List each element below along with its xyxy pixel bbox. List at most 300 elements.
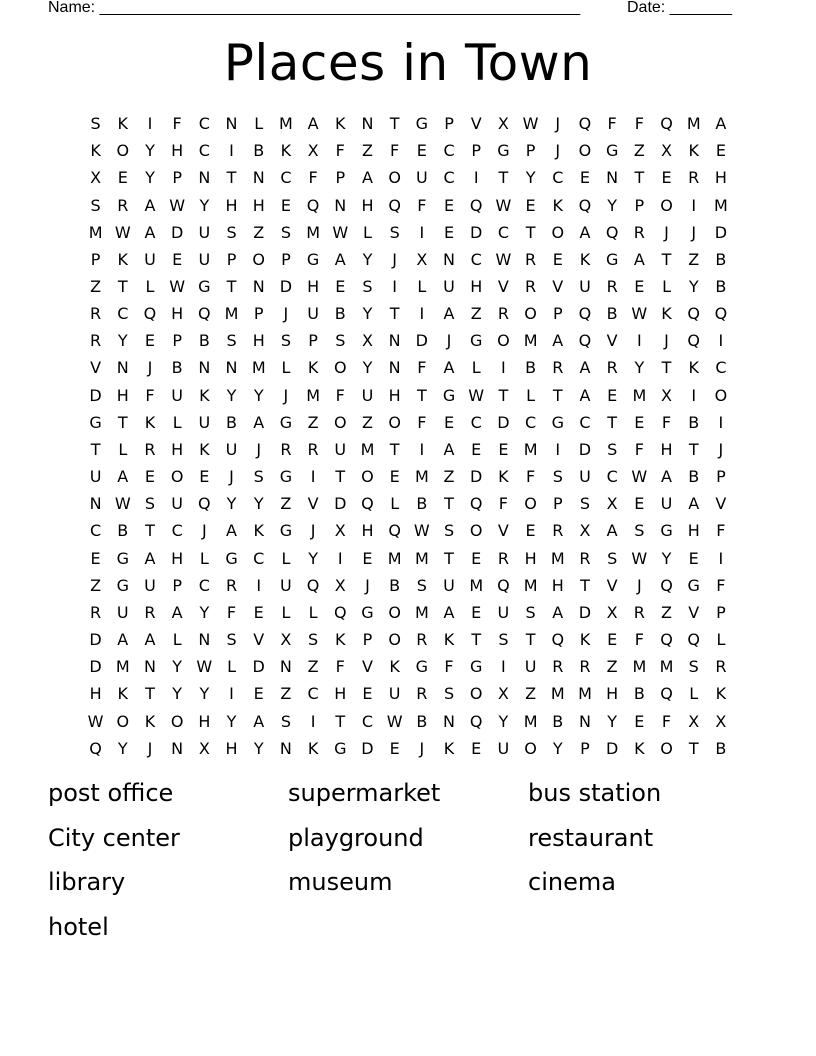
grid-letter: R [90,602,102,622]
grid-letter: J [691,222,697,242]
grid-letter: L [227,657,236,677]
grid-letter: K [253,521,264,541]
grid-letter: L [390,494,400,514]
grid-letter: U [443,277,455,297]
grid-letter: R [525,249,537,269]
grid-letter: R [144,602,156,622]
grid-letter: T [444,548,454,568]
grid-letter: E [688,548,699,568]
grid-letter: I [718,548,724,568]
grid-letter: T [226,168,237,188]
grid-letter: Z [443,467,455,487]
grid-letter: J [555,141,561,161]
grid-letter: R [579,657,591,677]
grid-letter: I [501,358,506,378]
page-title: Places in Town [223,34,593,92]
grid-letter: Y [253,494,264,514]
grid-letter: F [145,385,155,405]
grid-letter: Q [660,684,673,704]
grid-letter: E [199,467,210,487]
grid-row [82,382,735,409]
grid-letter: W [386,711,403,731]
grid-letter: G [279,521,293,541]
grid-letter: M [251,358,266,378]
grid-letter: X [715,711,727,731]
grid-row [82,626,735,653]
grid-letter: M [279,114,293,134]
grid-letter: W [196,657,213,677]
grid-letter: I [691,385,697,405]
grid-row [82,191,735,218]
grid-letter: K [579,249,591,269]
grid-letter: E [389,467,400,487]
grid-letter: M [414,467,429,487]
grid-letter: M [523,439,538,459]
grid-letter: I [310,711,316,731]
grid-letter: C [90,521,102,541]
grid-letter: J [256,439,262,459]
grid-letter: G [279,467,293,487]
grid-letter: M [659,657,674,677]
grid-letter: S [280,331,291,351]
grid-letter: E [498,439,509,459]
name-field-label: Name: ______________________________________________________ [48,0,581,16]
grid-letter: T [607,412,618,432]
grid-letter: V [497,521,509,541]
grid-letter: Q [605,222,619,242]
grid-letter: Z [90,277,102,297]
grid-letter: H [171,304,184,324]
grid-letter: J [664,331,669,351]
grid-letter: J [229,467,234,487]
grid-letter: K [498,467,509,487]
grid-letter: Y [253,385,264,405]
grid-letter: F [308,168,318,188]
grid-letter: A [117,630,129,650]
grid-letter: R [633,602,645,622]
grid-letter: T [117,412,128,432]
grid-letter: O [388,168,401,188]
grid-letter: Q [551,630,565,650]
grid-letter: N [252,277,265,297]
grid-letter: C [470,249,482,269]
grid-letter: H [714,168,727,188]
grid-letter: U [198,249,211,269]
grid-letter: C [552,168,564,188]
grid-letter: W [631,467,648,487]
grid-letter: S [226,222,237,242]
grid-letter: G [660,521,673,541]
grid-letter: U [415,168,428,188]
grid-letter: B [606,304,618,324]
grid-letter: S [579,494,591,514]
word-list-item: hotel [48,912,109,941]
grid-letter: G [306,249,320,269]
grid-letter: L [363,222,372,242]
grid-letter: X [416,249,428,269]
grid-letter: D [470,467,483,487]
grid-letter: N [198,630,211,650]
grid-letter: N [116,358,129,378]
grid-letter: E [471,602,482,622]
grid-letter: E [607,630,618,650]
grid-letter: N [388,358,401,378]
grid-letter: Y [117,738,128,758]
grid-letter: X [334,575,346,595]
grid-letter: D [279,277,293,297]
grid-letter: E [579,168,591,188]
grid-letter: N [225,358,238,378]
grid-letter: N [443,249,456,269]
grid-letter: B [198,331,210,351]
word-list-item: museum [288,868,393,896]
grid-letter: P [253,304,264,324]
grid-letter: M [523,711,538,731]
grid-letter: H [307,277,320,297]
grid-row [82,137,735,164]
grid-row [82,327,735,354]
grid-letter: P [172,331,182,351]
grid-letter: S [389,222,400,242]
grid-letter: W [495,249,512,269]
grid-letter: W [169,195,186,215]
header [48,0,748,22]
grid-letter: U [225,439,238,459]
grid-letter: U [497,738,510,758]
grid-letter: X [579,521,591,541]
grid-letter: U [171,385,184,405]
grid-letter: O [714,385,728,405]
grid-letter: S [498,630,509,650]
grid-letter: W [495,195,512,215]
grid-letter: C [525,412,537,432]
grid-letter: S [362,277,373,297]
grid-letter: K [199,439,210,459]
grid-row [82,354,735,381]
grid-letter: U [171,494,184,514]
grid-row [82,164,735,191]
grid-letter: C [117,304,129,324]
grid-letter: Z [661,602,673,622]
grid-letter: A [661,467,672,487]
grid-letter: J [365,575,370,595]
grid-letter: K [117,684,129,704]
grid-letter: B [226,412,238,432]
grid-letter: M [550,548,565,568]
grid-letter: I [337,548,343,568]
grid-letter: Z [525,684,537,704]
grid-letter: E [253,602,264,622]
word-list-item: bus station [528,779,662,807]
word-list-item: library [48,868,126,896]
grid-letter: L [308,602,318,622]
grid-letter: V [606,575,618,595]
grid-letter: S [416,575,427,595]
grid-letter: T [145,521,155,541]
grid-row [82,653,735,680]
grid-letter: M [523,331,538,351]
grid-letter: N [143,657,156,677]
grid-letter: O [388,630,401,650]
grid-letter: Y [607,195,618,215]
grid-letter: Y [525,168,536,188]
grid-letter: F [716,521,726,541]
grid-letter: N [606,168,619,188]
grid-letter: T [444,494,454,514]
grid-letter: Q [578,195,592,215]
grid-letter: G [334,738,347,758]
grid-letter: S [607,439,618,459]
grid-letter: S [335,331,346,351]
grid-letter: P [172,168,182,188]
grid-letter: D [89,630,102,650]
grid-letter: Y [362,249,373,269]
grid-letter: H [660,439,673,459]
grid-letter: I [229,141,234,161]
grid-letter: I [501,657,506,677]
grid-letter: I [419,439,425,459]
grid-letter: Y [145,141,155,161]
grid-letter: U [89,467,102,487]
grid-letter: G [225,548,238,568]
grid-letter: Y [199,195,210,215]
grid-letter: P [634,195,645,215]
grid-letter: F [390,141,400,161]
grid-letter: P [525,141,536,161]
grid-letter: J [201,521,207,541]
grid-letter: H [198,711,211,731]
grid-letter: J [664,222,669,242]
grid-letter: H [361,195,374,215]
grid-letter: R [307,439,319,459]
grid-letter: A [144,630,156,650]
grid-letter: J [636,575,642,595]
grid-letter: A [253,412,265,432]
grid-letter: O [497,331,510,351]
grid-letter: Q [198,494,211,514]
grid-letter: D [497,412,510,432]
grid-letter: U [334,439,347,459]
grid-letter: J [147,358,153,378]
grid-letter: E [443,412,455,432]
grid-letter: T [471,630,482,650]
grid-letter: B [688,467,700,487]
grid-letter: P [552,304,563,324]
grid-letter: R [90,331,102,351]
grid-letter: U [443,575,455,595]
grid-letter: Z [688,249,700,269]
grid-letter: Z [307,412,319,432]
grid-letter: C [715,358,727,378]
grid-letter: M [578,684,592,704]
grid-letter: E [715,141,726,161]
grid-letter: A [226,521,237,541]
grid-letter: R [416,684,428,704]
grid-letter: L [281,358,291,378]
grid-letter: I [419,304,425,324]
grid-letter: F [661,412,672,432]
grid-letter: H [252,195,265,215]
grid-letter: E [525,521,536,541]
grid-letter: Q [469,195,483,215]
grid-letter: F [444,657,454,677]
grid-letter: M [387,548,402,568]
grid-letter: W [468,385,485,405]
grid-letter: A [307,114,319,134]
grid-letter: T [335,467,346,487]
grid-letter: E [253,684,264,704]
grid-letter: W [332,222,349,242]
grid-letter: E [335,277,346,297]
grid-letter: A [688,494,700,514]
grid-letter: A [633,249,645,269]
grid-letter: S [607,548,618,568]
grid-letter: T [117,277,128,297]
grid-letter: W [87,711,104,731]
grid-row [82,463,735,490]
grid-letter: G [116,548,129,568]
grid-letter: G [415,114,429,134]
grid-letter: F [661,711,672,731]
grid-letter: B [715,277,727,297]
grid-letter: B [389,575,401,595]
grid-letter: B [416,711,428,731]
grid-letter: W [114,222,131,242]
grid-letter: H [89,684,102,704]
grid-letter: Y [661,548,672,568]
grid-letter: A [253,711,265,731]
grid-letter: C [579,412,591,432]
grid-letter: X [606,494,618,514]
grid-letter: K [443,630,455,650]
grid-letter: G [687,575,700,595]
grid-letter: X [688,711,700,731]
grid-letter: H [116,385,129,405]
grid-letter: Q [388,521,401,541]
grid-letter: O [660,738,673,758]
grid-letter: E [443,195,455,215]
grid-letter: U [524,657,537,677]
grid-letter: A [552,331,564,351]
grid-letter: U [497,602,510,622]
grid-letter: F [335,141,345,161]
grid-row [82,735,735,762]
grid-letter: T [688,738,699,758]
grid-letter: Y [607,711,618,731]
grid-letter: V [606,331,618,351]
word-list-item: restaurant [528,823,654,852]
grid-letter: E [144,331,156,351]
word-search-grid [82,110,735,762]
grid-letter: Y [362,304,373,324]
grid-letter: S [253,467,264,487]
grid-letter: E [117,168,128,188]
grid-letter: A [579,222,591,242]
grid-letter: S [90,114,101,134]
grid-letter: G [605,141,619,161]
grid-letter: L [145,277,155,297]
grid-letter: V [253,630,265,650]
grid-letter: K [335,114,346,134]
grid-letter: Q [469,494,483,514]
grid-letter: B [416,494,428,514]
grid-letter: Y [634,358,645,378]
grid-letter: J [718,439,724,459]
grid-letter: Q [306,195,320,215]
grid-row [82,517,735,544]
grid-letter: Y [552,738,563,758]
grid-letter: D [578,439,592,459]
grid-letter: O [660,195,673,215]
grid-letter: E [661,168,672,188]
grid-letter: I [718,412,724,432]
grid-letter: G [470,657,483,677]
grid-letter: Y [199,684,210,704]
grid-letter: Y [308,548,318,568]
grid-letter: U [144,249,156,269]
grid-row [82,436,735,463]
grid-letter: Q [388,195,401,215]
grid-letter: Z [280,684,292,704]
grid-letter: G [361,602,374,622]
grid-letter: X [334,521,346,541]
grid-letter: Q [198,304,211,324]
grid-letter: U [116,602,129,622]
grid-letter: K [307,358,319,378]
grid-letter: K [389,657,400,677]
grid-letter: F [634,630,644,650]
grid-letter: V [497,277,509,297]
grid-row [82,572,735,599]
grid-letter: R [552,358,564,378]
grid-letter: T [552,385,563,405]
grid-letter: Y [199,602,210,622]
grid-letter: V [552,277,564,297]
grid-letter: K [90,141,101,161]
grid-letter: R [497,548,509,568]
grid-letter: L [716,630,726,650]
grid-letter: Q [361,494,374,514]
grid-letter: U [307,304,319,324]
grid-letter: P [716,467,726,487]
grid-row [82,707,735,734]
grid-letter: P [471,141,482,161]
word-list-item: cinema [528,868,616,896]
grid-letter: D [578,602,592,622]
grid-letter: Q [714,304,728,324]
grid-letter: E [389,738,400,758]
grid-letter: S [144,494,156,514]
grid-letter: E [90,548,101,568]
grid-row [82,545,735,572]
grid-row [82,680,735,707]
grid-row [82,273,735,300]
date-field-label: Date: _______ [627,0,732,16]
grid-row [82,300,735,327]
grid-letter: U [579,467,591,487]
grid-letter: N [334,195,347,215]
grid-letter: O [333,358,347,378]
grid-letter: K [552,195,564,215]
grid-letter: G [497,141,510,161]
grid-letter: L [118,439,128,459]
grid-letter: B [117,521,129,541]
grid-letter: Z [470,304,482,324]
grid-letter: E [471,738,482,758]
grid-row [82,599,735,626]
grid-letter: N [279,657,292,677]
grid-letter: A [171,602,183,622]
